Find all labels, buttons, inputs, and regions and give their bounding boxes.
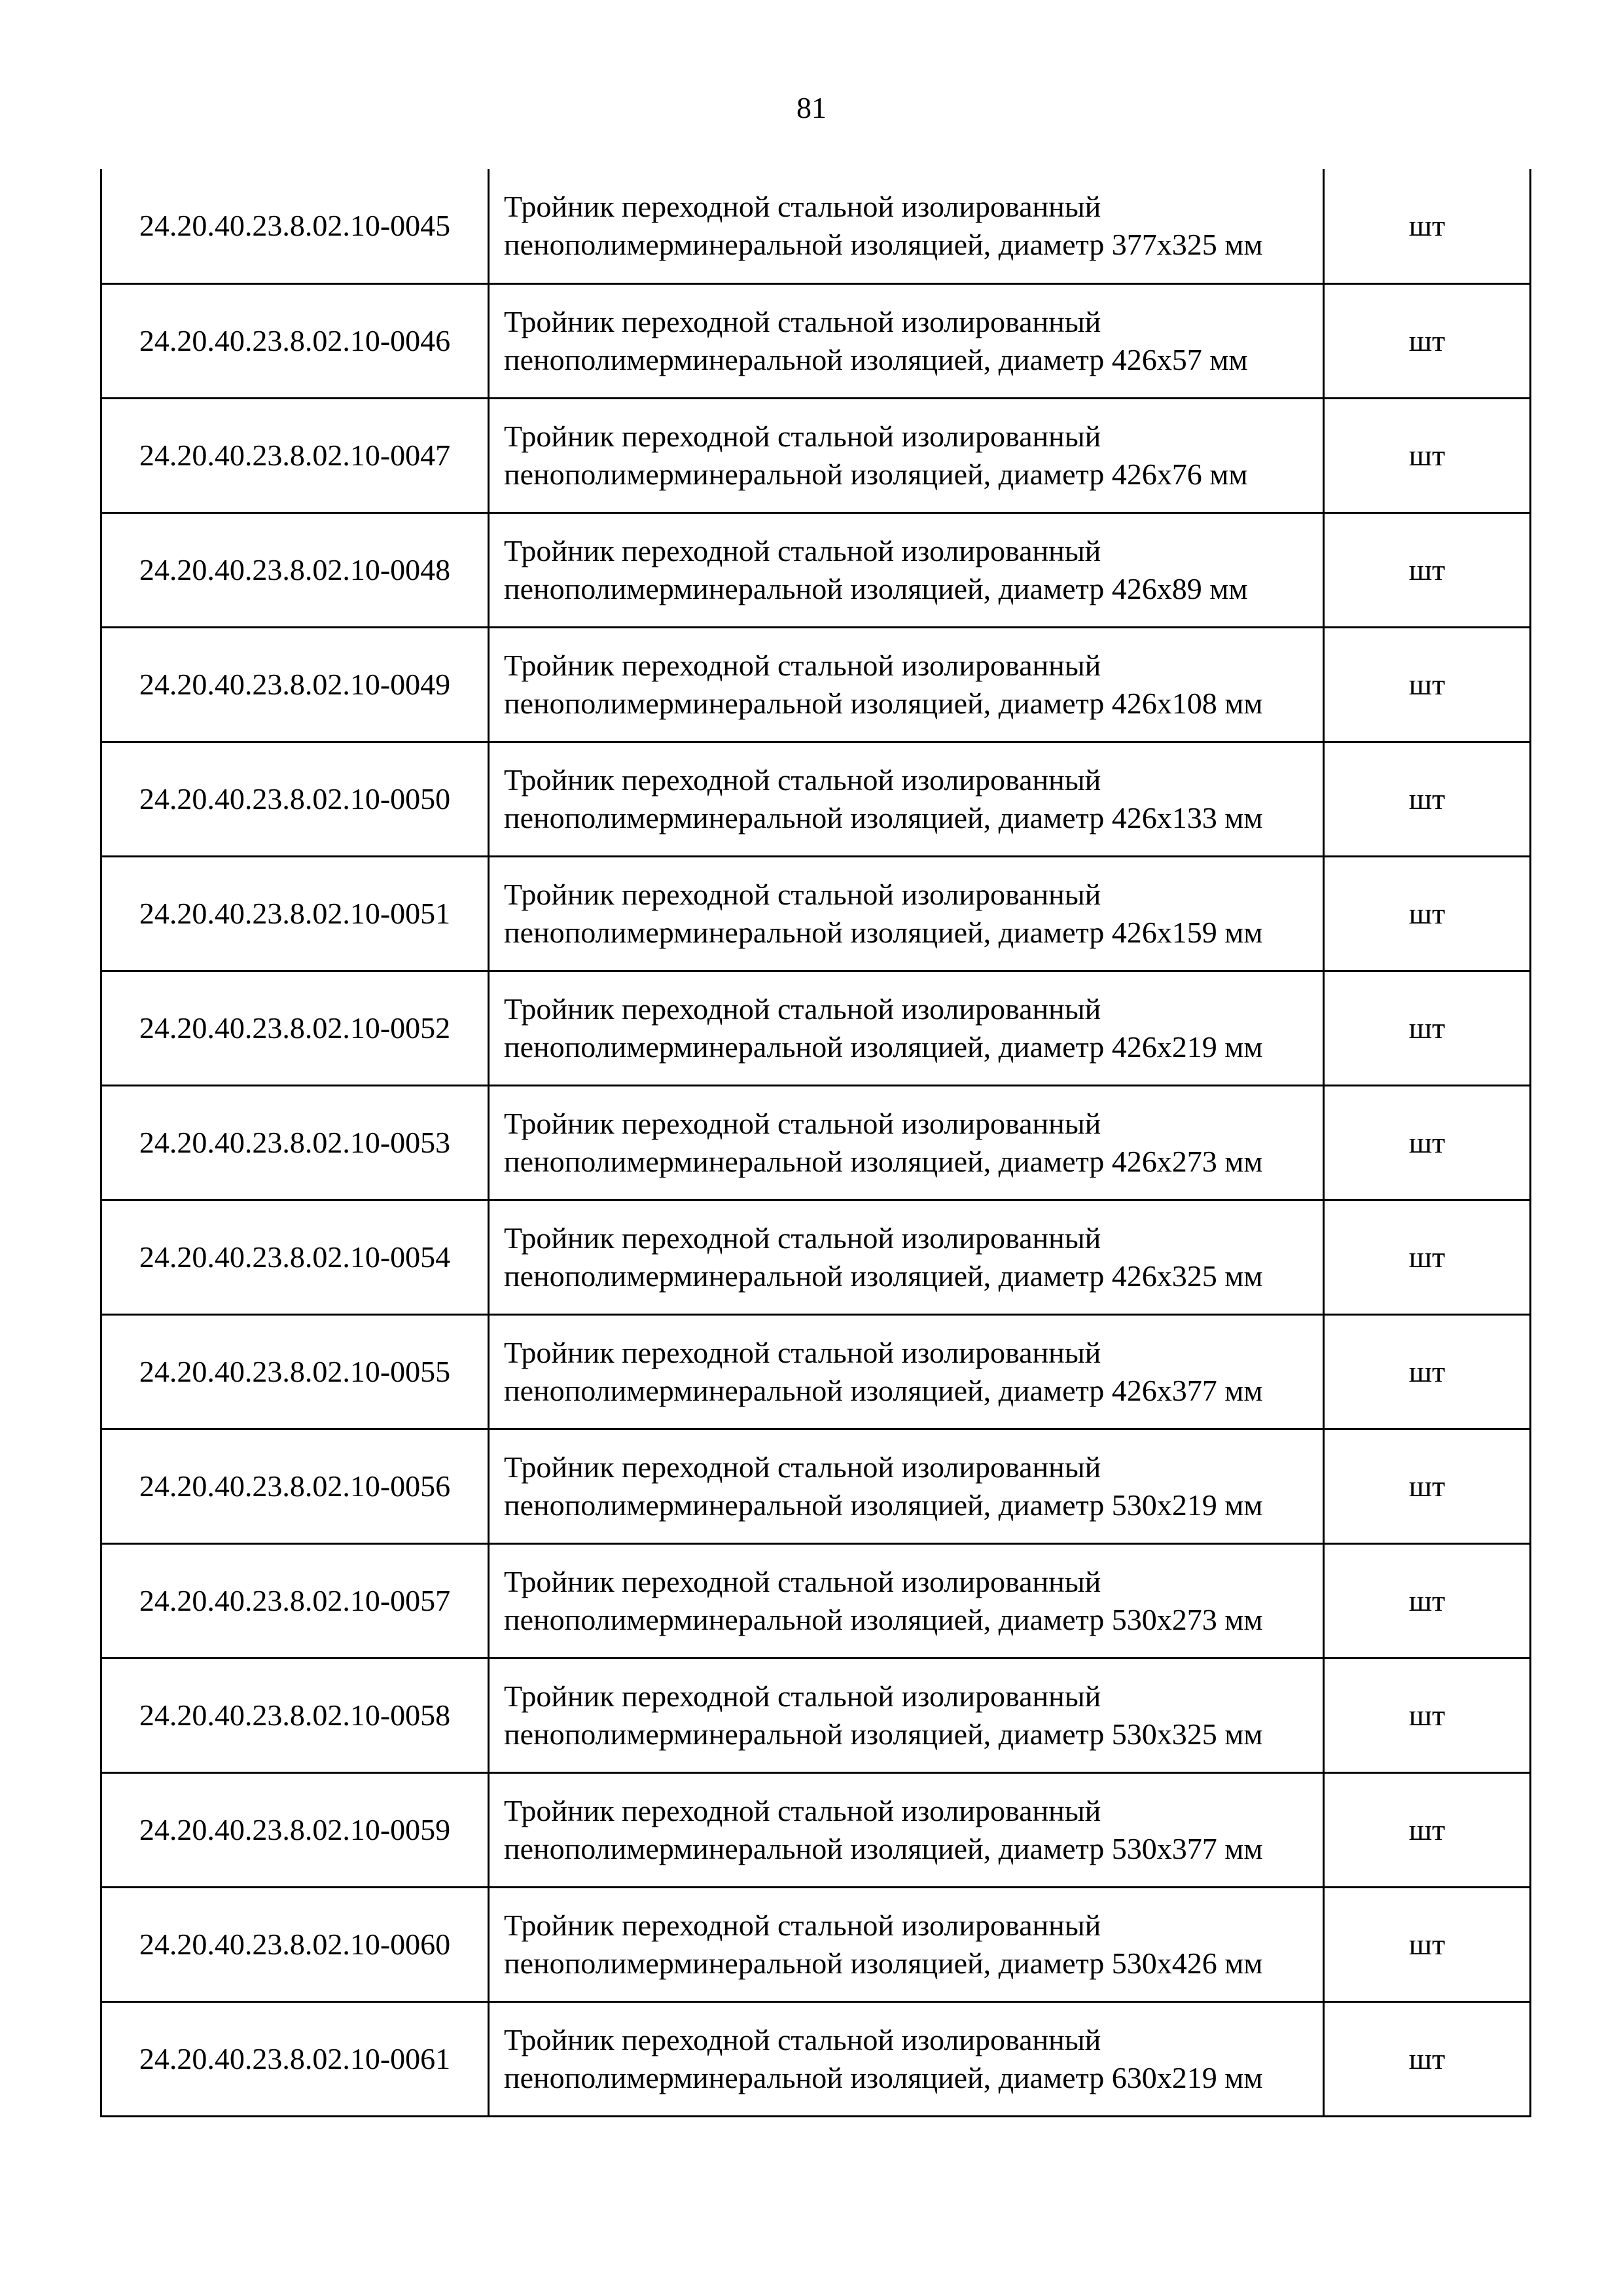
resource-code-cell: 24.20.40.23.8.02.10-0056 xyxy=(101,1429,489,1543)
resource-name-text: Тройник переходной стальной изолированный пенополимерминеральной изоляцией, диаметр 530х377 мм xyxy=(504,1793,1263,1865)
resource-name-cell xyxy=(489,512,1324,627)
unit-cell: шт xyxy=(1324,1085,1531,1200)
resource-name-cell xyxy=(489,1887,1324,2001)
resource-name-cell xyxy=(489,1772,1324,1887)
resource-name-cell xyxy=(489,169,1324,283)
table-row xyxy=(101,169,1531,283)
resource-name-text: Тройник переходной стальной изолированный пенополимерминеральной изоляцией, диаметр 426х108 мм xyxy=(504,648,1263,720)
table-row xyxy=(101,1887,1531,2001)
unit-cell: шт xyxy=(1324,627,1531,742)
resource-code-cell: 24.20.40.23.8.02.10-0060 xyxy=(101,1887,489,2001)
resource-name-cell xyxy=(489,1314,1324,1429)
resource-code-cell: 24.20.40.23.8.02.10-0046 xyxy=(101,283,489,398)
resource-name-text: Тройник переходной стальной изолированный пенополимерминеральной изоляцией, диаметр 426х325 мм xyxy=(504,1221,1263,1293)
unit-cell: шт xyxy=(1324,2001,1531,2116)
unit-cell: шт xyxy=(1324,512,1531,627)
resource-table-container xyxy=(100,169,1529,2117)
table-row xyxy=(101,742,1531,856)
resource-code-cell: 24.20.40.23.8.02.10-0047 xyxy=(101,398,489,512)
unit-cell: шт xyxy=(1324,398,1531,512)
table-row xyxy=(101,1429,1531,1543)
resource-name-text: Тройник переходной стальной изолированный пенополимерминеральной изоляцией, диаметр 426х57 мм xyxy=(504,304,1248,376)
resource-name-cell xyxy=(489,1429,1324,1543)
table-row xyxy=(101,1658,1531,1772)
resource-name-text: Тройник переходной стальной изолированный пенополимерминеральной изоляцией, диаметр 426х273 мм xyxy=(504,1106,1263,1178)
resource-name-cell xyxy=(489,856,1324,971)
resource-code-cell: 24.20.40.23.8.02.10-0048 xyxy=(101,512,489,627)
table-row xyxy=(101,2001,1531,2116)
resource-name-cell xyxy=(489,742,1324,856)
resource-code-cell: 24.20.40.23.8.02.10-0057 xyxy=(101,1543,489,1658)
unit-cell: шт xyxy=(1324,1429,1531,1543)
table-row xyxy=(101,398,1531,512)
resource-name-text: Тройник переходной стальной изолированный пенополимерминеральной изоляцией, диаметр 426х377 мм xyxy=(504,1335,1263,1407)
resource-table xyxy=(100,169,1531,2117)
resource-name-text: Тройник переходной стальной изолированный пенополимерминеральной изоляцией, диаметр 426х219 мм xyxy=(504,992,1263,1064)
resource-name-cell xyxy=(489,283,1324,398)
resource-name-text: Тройник переходной стальной изолированный пенополимерминеральной изоляцией, диаметр 530х273 мм xyxy=(504,1564,1263,1636)
resource-name-text: Тройник переходной стальной изолированный пенополимерминеральной изоляцией, диаметр 426х133 мм xyxy=(504,762,1263,834)
table-row xyxy=(101,512,1531,627)
table-row xyxy=(101,627,1531,742)
unit-cell: шт xyxy=(1324,1658,1531,1772)
resource-code-cell: 24.20.40.23.8.02.10-0052 xyxy=(101,971,489,1085)
unit-cell: шт xyxy=(1324,971,1531,1085)
unit-cell: шт xyxy=(1324,1314,1531,1429)
resource-code-cell: 24.20.40.23.8.02.10-0050 xyxy=(101,742,489,856)
unit-cell: шт xyxy=(1324,742,1531,856)
resource-code-cell: 24.20.40.23.8.02.10-0059 xyxy=(101,1772,489,1887)
unit-cell: шт xyxy=(1324,169,1531,283)
resource-name-text: Тройник переходной стальной изолированный пенополимерминеральной изоляцией, диаметр 530х426 мм xyxy=(504,1908,1263,1980)
unit-cell: шт xyxy=(1324,1543,1531,1658)
table-row xyxy=(101,1085,1531,1200)
resource-name-text: Тройник переходной стальной изолированный пенополимерминеральной изоляцией, диаметр 426х159 мм xyxy=(504,877,1263,949)
table-row xyxy=(101,283,1531,398)
resource-code-cell: 24.20.40.23.8.02.10-0054 xyxy=(101,1200,489,1314)
resource-code-cell: 24.20.40.23.8.02.10-0061 xyxy=(101,2001,489,2116)
table-row xyxy=(101,856,1531,971)
table-row xyxy=(101,1314,1531,1429)
resource-name-text: Тройник переходной стальной изолированный пенополимерминеральной изоляцией, диаметр 530х325 мм xyxy=(504,1679,1263,1751)
resource-name-text: Тройник переходной стальной изолированный пенополимерминеральной изоляцией, диаметр 530х219 мм xyxy=(504,1450,1263,1522)
resource-name-text: Тройник переходной стальной изолированный пенополимерминеральной изоляцией, диаметр 630х219 мм xyxy=(504,2022,1263,2094)
unit-cell: шт xyxy=(1324,1772,1531,1887)
table-row xyxy=(101,1772,1531,1887)
unit-cell: шт xyxy=(1324,856,1531,971)
unit-cell: шт xyxy=(1324,1887,1531,2001)
table-row xyxy=(101,1543,1531,1658)
resource-code-cell: 24.20.40.23.8.02.10-0049 xyxy=(101,627,489,742)
resource-name-cell xyxy=(489,1543,1324,1658)
unit-cell: шт xyxy=(1324,1200,1531,1314)
resource-name-cell xyxy=(489,1658,1324,1772)
resource-name-text: Тройник переходной стальной изолированный пенополимерминеральной изоляцией, диаметр 426х89 мм xyxy=(504,533,1248,605)
resource-name-cell xyxy=(489,627,1324,742)
resource-code-cell: 24.20.40.23.8.02.10-0051 xyxy=(101,856,489,971)
resource-table-body xyxy=(101,169,1531,2116)
resource-name-cell xyxy=(489,2001,1324,2116)
resource-name-cell xyxy=(489,398,1324,512)
resource-name-text: Тройник переходной стальной изолированный пенополимерминеральной изоляцией, диаметр 426х76 мм xyxy=(504,419,1248,491)
resource-name-text: Тройник переходной стальной изолированный пенополимерминеральной изоляцией, диаметр 377х325 мм xyxy=(504,189,1263,261)
resource-name-cell xyxy=(489,1200,1324,1314)
resource-code-cell: 24.20.40.23.8.02.10-0058 xyxy=(101,1658,489,1772)
resource-code-cell: 24.20.40.23.8.02.10-0055 xyxy=(101,1314,489,1429)
resource-code-cell: 24.20.40.23.8.02.10-0045 xyxy=(101,169,489,283)
resource-name-cell xyxy=(489,971,1324,1085)
table-row xyxy=(101,1200,1531,1314)
table-row xyxy=(101,971,1531,1085)
unit-cell: шт xyxy=(1324,283,1531,398)
resource-code-cell: 24.20.40.23.8.02.10-0053 xyxy=(101,1085,489,1200)
resource-name-cell xyxy=(489,1085,1324,1200)
page-number: 81 xyxy=(796,91,827,124)
